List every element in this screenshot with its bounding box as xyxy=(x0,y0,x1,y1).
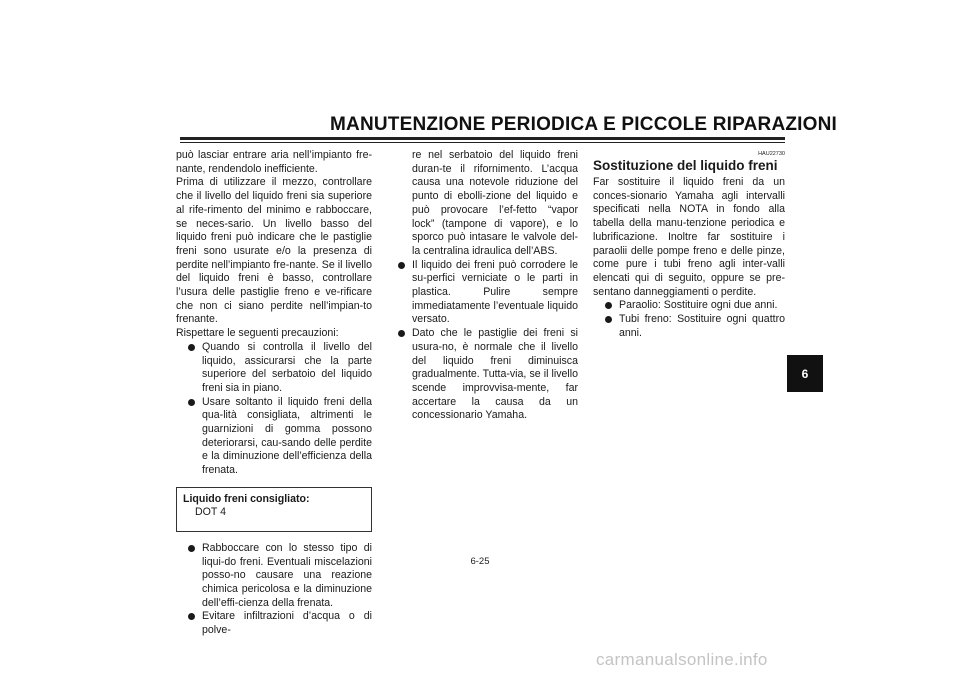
bullet-item xyxy=(188,341,372,396)
bullet-text: re nel serbatoio del liquido freni duran-te il rifornimento. L’acqua causa una notevole riduzione del punto di ebolli-zione del liquido e può provocare l’ef-fetto “vapor lock” (tampone di vapore), e lo sporco può intasare le valvole del-la centralina idraulica dell’ABS. xyxy=(412,149,578,257)
page-number: 6-25 xyxy=(470,556,490,567)
bullet-continuation xyxy=(398,149,578,259)
watermark: carmanualsonline.info xyxy=(596,650,768,669)
paragraph: Far sostituire il liquido freni da un conces-sionario Yamaha agli intervalli specificati nella NOTA in fondo alla tabella della manu-tenzione periodica e lubrificazione. Inoltre far sostituire i paraolii delle pompe freno e delle pinze, come pure i tubi freno agli inter-valli elencati qui di seguito, oppure se pre-sentano danneggiamenti o perdite. xyxy=(593,176,785,298)
title-rule-thin xyxy=(180,142,785,143)
spec-box xyxy=(176,487,372,532)
bullet-item xyxy=(188,396,372,478)
bullet-item xyxy=(605,299,785,313)
column-right xyxy=(593,149,785,340)
paragraph: Rispettare le seguenti precauzioni: xyxy=(176,327,339,340)
paragraph: può lasciar entrare aria nell’impianto fre-nante, rendendolo inefficiente. xyxy=(176,149,372,175)
bullet-item xyxy=(398,327,578,423)
bullet-text: Paraolio: Sostituire ogni due anni. xyxy=(619,299,778,312)
bullet-dot-icon xyxy=(605,316,612,323)
bullet-text: Tubi freno: Sostituire ogni quattro anni. xyxy=(619,313,785,339)
bullet-item xyxy=(188,542,372,611)
bullet-text: Evitare infiltrazioni d’acqua o di polve- xyxy=(202,610,372,637)
bullet-item xyxy=(398,259,578,328)
bullet-text: Quando si controlla il livello del liquido, assicurarsi che la parte superiore del serbatoio del liquido freni sia in piano. xyxy=(202,340,372,394)
bullet-item xyxy=(605,313,785,340)
paragraph: Prima di utilizzare il mezzo, controllare che il livello del liquido freni sia superiore al rife-rimento del minimo e rabboccare, se neces-sario. Un livello basso del liquido freni può indicare che le pastiglie freni sono usurate e/o la presenza di perdite nell’impianto fre-nante. Se il livello del liquido freni è basso, controllare l’usura delle pastiglie freno e ve-rificare che non ci siano perdite nell’impian-to frenante. xyxy=(176,176,372,326)
spec-label: Liquido freni consigliato: xyxy=(183,492,310,505)
column-middle xyxy=(398,149,578,423)
column-left xyxy=(176,149,372,638)
reference-code: HAU22730 xyxy=(758,151,785,157)
title-rule xyxy=(180,137,785,140)
bullet-item xyxy=(188,610,372,637)
section-heading: Sostituzione del liquido freni xyxy=(593,158,778,173)
bullet-dot-icon xyxy=(398,262,405,269)
bullet-dot-icon xyxy=(188,613,195,620)
bullet-dot-icon xyxy=(605,302,612,309)
bullet-dot-icon xyxy=(398,330,405,337)
spec-value: DOT 4 xyxy=(195,505,227,518)
bullet-dot-icon xyxy=(188,545,195,552)
bullet-text: Il liquido dei freni può corrodere le su-perfici verniciate o le parti in plastica. Pulire sempre immediatamente l’eventuale liquido versato. xyxy=(412,258,578,326)
chapter-tab: 6 xyxy=(787,355,823,392)
bullet-dot-icon xyxy=(188,399,195,406)
bullet-text: Rabboccare con lo stesso tipo di liqui-do freni. Eventuali miscelazioni posso-no causare una reazione chimica pericolosa e la diminuzione dell’effi-cienza della frenata. xyxy=(202,541,372,609)
page-title: MANUTENZIONE PERIODICA E PICCOLE RIPARAZIONI xyxy=(330,114,838,135)
bullet-text: Dato che le pastiglie dei freni si usura-no, è normale che il livello del liquido freni diminuisca gradualmente. Tutta-via, se il livello scende improvvisa-mente, far accertare la causa da un concessionario Yamaha. xyxy=(412,327,578,422)
bullet-dot-icon xyxy=(188,344,195,351)
bullet-text: Usare soltanto il liquido freni della qua-lità consigliata, altrimenti le guarnizioni di gomma possono deteriorarsi, cau-sando delle perdite e la diminuzione dell’efficienza della frenata. xyxy=(202,395,372,477)
